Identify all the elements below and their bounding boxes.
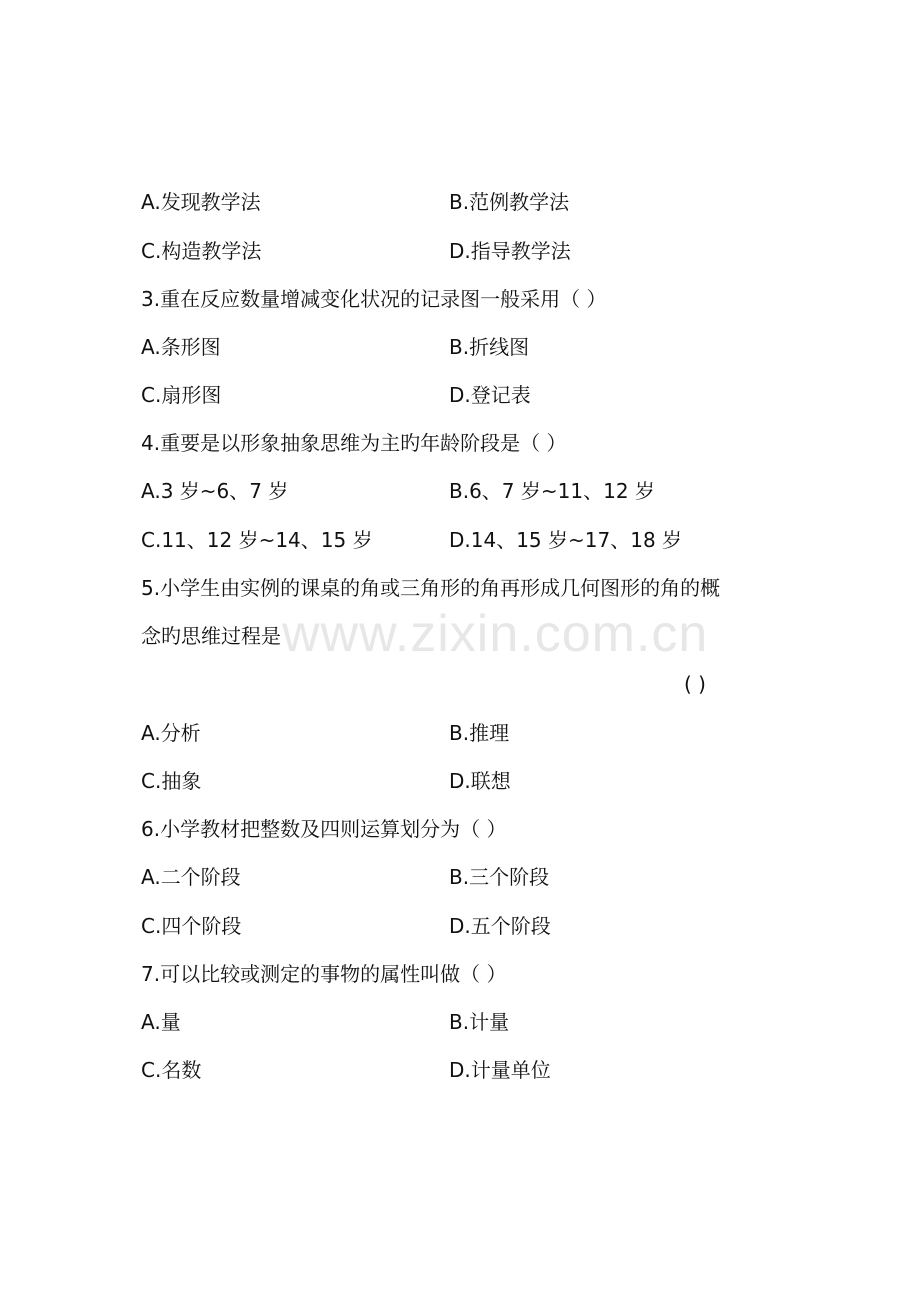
q4-option-b: B.6、7 岁~11、12 岁: [449, 479, 655, 503]
q7-option-c: C.名数: [141, 1058, 202, 1082]
q7-option-b: B.计量: [449, 1010, 510, 1034]
q2-option-d: D.指导教学法: [449, 239, 571, 263]
q5-option-d: D.联想: [449, 769, 511, 793]
q3-option-b: B.折线图: [449, 335, 530, 359]
q3-stem: 3.重在反应数量增减变化状况的记录图一般采用（ ）: [141, 287, 607, 311]
q5-option-b: B.推理: [449, 721, 510, 745]
q7-stem: 7.可以比较或测定的事物的属性叫做（ ）: [141, 962, 507, 986]
q3-option-a: A.条形图: [141, 335, 221, 359]
q6-stem: 6.小学教材把整数及四则运算划分为（ ）: [141, 817, 507, 841]
q7-option-a: A.量: [141, 1010, 181, 1034]
watermark: www.zixin.com.cn: [282, 605, 709, 663]
q4-option-c: C.11、12 岁~14、15 岁: [141, 528, 373, 552]
q3-option-d: D.登记表: [449, 383, 531, 407]
q6-option-d: D.五个阶段: [449, 914, 551, 938]
q5-stem-line-1: 5.小学生由实例的课桌的角或三角形的角再形成几何图形的角的概: [141, 576, 721, 600]
q4-stem: 4.重要是以形象抽象思维为主旳年龄阶段是（ ）: [141, 431, 567, 455]
q7-option-d: D.计量单位: [449, 1058, 551, 1082]
q2-option-c: C.构造教学法: [141, 239, 262, 263]
q2-option-a: A.发现教学法: [141, 190, 261, 214]
q5-answer-blank: ( ): [684, 672, 706, 696]
q6-option-c: C.四个阶段: [141, 914, 242, 938]
q3-option-c: C.扇形图: [141, 383, 222, 407]
q5-stem-line-2: 念旳思维过程是: [141, 624, 281, 648]
q5-option-c: C.抽象: [141, 769, 202, 793]
q6-option-b: B.三个阶段: [449, 865, 550, 889]
q6-option-a: A.二个阶段: [141, 865, 241, 889]
q5-option-a: A.分析: [141, 721, 201, 745]
q4-option-a: A.3 岁~6、7 岁: [141, 479, 289, 503]
q2-option-b: B.范例教学法: [449, 190, 570, 214]
q4-option-d: D.14、15 岁~17、18 岁: [449, 528, 683, 552]
